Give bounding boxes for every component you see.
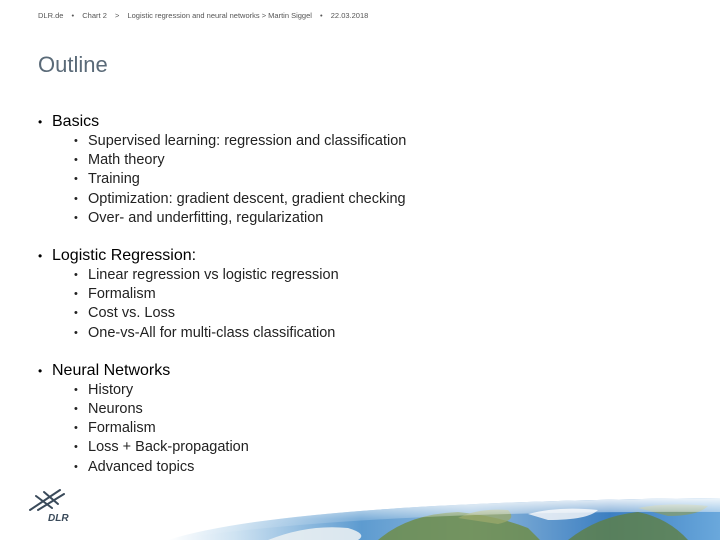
list-item-label: Math theory	[88, 152, 165, 169]
list-item	[74, 438, 638, 457]
list-item	[74, 190, 638, 209]
section-heading	[38, 361, 638, 381]
list-item	[74, 419, 638, 438]
bullet-icon: •	[74, 173, 78, 186]
list-item-label: History	[88, 381, 134, 398]
header-org: DLR.de	[38, 11, 64, 20]
bullet-icon: •	[38, 249, 43, 264]
list-item	[74, 285, 638, 304]
bullet-icon: •	[74, 269, 78, 282]
bullet-icon: •	[74, 403, 78, 416]
list-item-label: Advanced topics	[88, 458, 195, 475]
header-talk: Logistic regression and neural networks > Martin Siggel	[127, 11, 312, 20]
list-item	[74, 132, 638, 151]
list-item-label: Cost vs. Loss	[88, 305, 176, 322]
list-item	[74, 458, 638, 477]
bullet-icon: •	[38, 115, 43, 129]
bullet-icon: •	[74, 326, 78, 339]
section-heading	[38, 246, 638, 266]
list-item	[74, 400, 638, 419]
header-date: 22.03.2018	[330, 11, 369, 20]
logo-text: DLR	[48, 513, 69, 524]
section-heading	[38, 112, 638, 132]
bullet-icon: •	[74, 192, 78, 205]
bullet-icon: •	[38, 363, 43, 378]
outline-section	[38, 246, 638, 343]
earth-banner-image	[168, 494, 720, 540]
list-item	[74, 304, 638, 323]
header-separator: >	[114, 11, 120, 20]
list-item-label: Supervised learning: regression and classification	[88, 133, 407, 149]
list-item	[74, 381, 638, 400]
list-item-label: Optimization: gradient descent, gradient checking	[88, 190, 406, 207]
list-item-label: Neurons	[88, 401, 143, 418]
outline-sections	[38, 112, 638, 495]
section-heading-label: Basics	[52, 113, 100, 130]
list-item-label: Formalism	[88, 286, 156, 303]
list-item	[74, 151, 638, 170]
outline-section	[38, 361, 638, 477]
bullet-icon: •	[74, 288, 78, 301]
section-heading-label: Logistic Regression:	[52, 247, 197, 265]
list-item-label: Loss + Back-propagation	[88, 439, 249, 456]
list-item	[74, 324, 638, 343]
section-heading-label: Neural Networks	[52, 361, 171, 379]
bullet-icon: •	[74, 307, 78, 320]
header-separator: •	[71, 11, 75, 20]
bullet-icon: •	[74, 211, 78, 224]
bullet-icon: •	[74, 135, 78, 147]
list-item	[74, 209, 638, 228]
dlr-logo-icon	[24, 486, 74, 524]
bullet-icon: •	[74, 383, 78, 396]
bullet-icon: •	[74, 422, 78, 435]
bullet-icon: •	[74, 154, 78, 167]
bullet-icon: •	[74, 441, 78, 454]
header-separator: •	[320, 11, 323, 20]
list-item-label: Training	[88, 171, 140, 188]
section-items	[38, 381, 638, 477]
list-item-label: Linear regression vs logistic regression	[88, 267, 339, 284]
slide-header	[38, 11, 374, 20]
list-item-label: Over- and underfitting, regularization	[88, 209, 324, 226]
page-title: Outline	[38, 52, 108, 77]
header-chart: Chart 2	[82, 11, 107, 20]
section-items	[38, 132, 638, 228]
bullet-icon: •	[74, 460, 78, 473]
list-item	[74, 170, 638, 189]
outline-section	[38, 112, 638, 228]
list-item-label: One-vs-All for multi-class classification	[88, 324, 336, 341]
list-item-label: Formalism	[88, 420, 156, 437]
list-item	[74, 266, 638, 285]
section-items	[38, 266, 638, 343]
